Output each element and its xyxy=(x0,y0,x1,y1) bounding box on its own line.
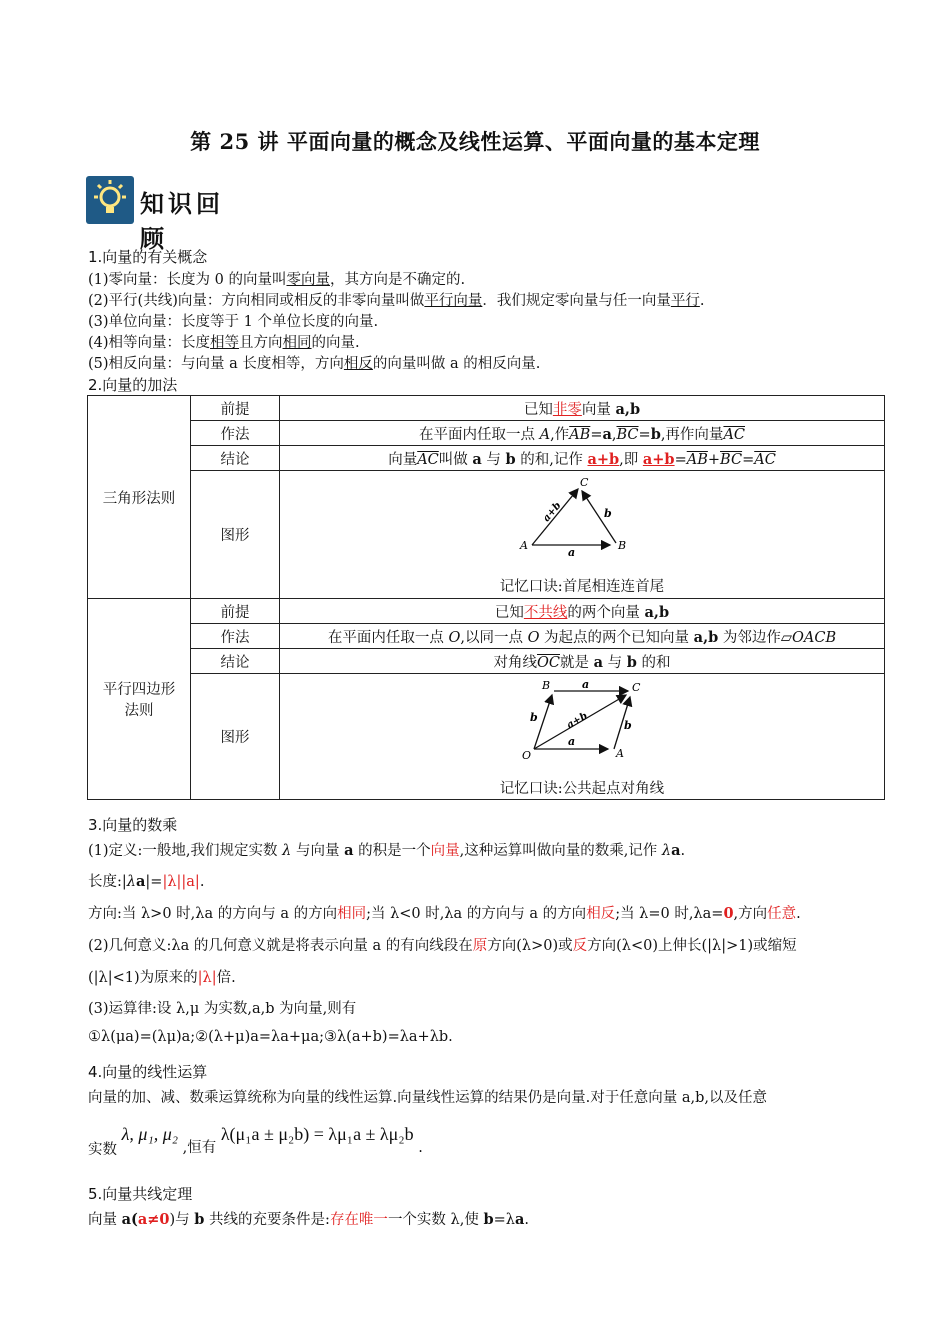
s1-line-5: (5)相反向量：与向量 a 长度相等，方向相反的向量叫做 a 的相反向量. xyxy=(88,356,541,372)
s3-definition: (1)定义:一般地,我们规定实数 λ 与向量 a 的积是一个向量,这种运算叫做向量的数乘,记作 λa. xyxy=(88,842,686,859)
s5-theorem: 向量 a(a≠0)与 b 共线的充要条件是:存在唯一一个实数 λ,使 b=λa. xyxy=(88,1211,529,1228)
tri-label-b: b xyxy=(604,507,612,520)
section-badge xyxy=(86,176,246,253)
tri-point-A: A xyxy=(520,539,528,552)
s1-line-4: (4)相等向量：长度相等且方向相同的向量. xyxy=(88,335,360,351)
s1-line-2: (2)平行(共线)向量：方向相同或相反的非零向量叫做平行向量．我们规定零向量与任一向量平行. xyxy=(88,293,705,309)
para-figure-cell xyxy=(280,674,885,800)
para-method: 在平面内任取一点 O,以同一点 O 为起点的两个已知向量 a,b 为邻边作▱OACB xyxy=(280,624,885,649)
para-point-A: A xyxy=(616,747,624,760)
tri-label-a: a xyxy=(568,546,576,559)
para-label-a-top: a xyxy=(582,678,590,691)
section-1-heading: 1.向量的有关概念 xyxy=(88,248,208,266)
section-3-heading: 3.向量的数乘 xyxy=(88,816,178,834)
para-method-label: 作法 xyxy=(191,624,280,649)
s3-geometry: (2)几何意义:λa 的几何意义就是将表示向量 a 的有向线段在原方向(λ>0)或反方向(λ<0)上伸长(|λ|>1)或缩短 xyxy=(88,938,797,954)
para-label-b-left: b xyxy=(530,711,538,724)
parallelogram-rule-label: 平行四边形法则 xyxy=(88,599,191,800)
parallelogram-diagram xyxy=(512,677,652,761)
s3-geometry-2: (|λ|<1)为原来的|λ|倍. xyxy=(88,970,236,986)
badge-label: 知识回顾 xyxy=(140,190,224,253)
para-point-C: C xyxy=(632,681,641,694)
tri-method-label: 作法 xyxy=(191,421,280,446)
tri-premise: 已知非零向量 a,b xyxy=(280,396,885,421)
section-2-heading: 2.向量的加法 xyxy=(88,376,178,394)
s3-length: 长度:|λa|=|λ||a|. xyxy=(88,873,205,890)
para-figure-label: 图形 xyxy=(191,674,280,800)
addition-table xyxy=(87,395,885,800)
s1-line-1: (1)零向量：长度为 0 的向量叫零向量，其方向是不确定的. xyxy=(88,272,466,288)
para-point-B: B xyxy=(542,679,551,692)
s1-line-3: (3)单位向量：长度等于 1 个单位长度的向量. xyxy=(88,314,379,330)
s4-formula-line: 实数 λ, μ₁, μ₂ ,恒有 λ(μ₁a ± μ₂b) = λμ₁a ± λμ₂b . xyxy=(88,1124,423,1158)
para-conclusion-label: 结论 xyxy=(191,649,280,674)
tri-point-B: B xyxy=(618,539,627,552)
para-label-b-right: b xyxy=(624,719,632,732)
tri-mnemonic: 记忆口诀:首尾相连连首尾 xyxy=(499,579,665,595)
tri-conclusion-label: 结论 xyxy=(191,446,280,471)
s3-laws: (3)运算律:设 λ,μ 为实数,a,b 为向量,则有 xyxy=(88,1001,357,1017)
s3-direction: 方向:当 λ>0 时,λa 的方向与 a 的方向相同;当 λ<0 时,λa 的方向与 a 的方向相反;当 λ=0 时,λa=0,方向任意. xyxy=(88,905,801,922)
s4-paragraph: 向量的加、减、数乘运算统称为向量的线性运算.向量线性运算的结果仍是向量.对于任意向量 a,b,以及任意 xyxy=(88,1090,767,1106)
para-conclusion: 对角线$\overline{OC}$就是 a 与 b 的和 xyxy=(280,649,885,674)
s3-laws-2: ①λ(μa)=(λμ)a;②(λ+μ)a=λa+μa;③λ(a+b)=λa+λb. xyxy=(88,1029,453,1045)
tri-point-C: C xyxy=(580,476,589,489)
lightbulb-icon xyxy=(86,176,134,224)
para-mnemonic: 记忆口诀:公共起点对角线 xyxy=(499,781,665,797)
para-label-a-bottom: a xyxy=(568,735,576,748)
tri-label-ab: a+b xyxy=(541,500,564,525)
para-premise-label: 前提 xyxy=(191,599,280,624)
tri-figure-cell xyxy=(280,471,885,599)
tri-conclusion: 向量$\overline{AC}$叫做 a 与 b 的和,记作 a+b,即 $a+b=\overline{AB}+\overline{BC}=\overline{AC}$ xyxy=(280,446,885,471)
triangle-rule-label: 三角形法则 xyxy=(88,396,191,599)
page-title: 第 25 讲 平面向量的概念及线性运算、平面向量的基本定理 xyxy=(190,129,760,154)
triangle-diagram xyxy=(512,475,652,559)
tri-premise-label: 前提 xyxy=(191,396,280,421)
para-premise: 已知不共线的两个向量 a,b xyxy=(280,599,885,624)
tri-figure-label: 图形 xyxy=(191,471,280,599)
section-5-heading: 5.向量共线定理 xyxy=(88,1185,193,1203)
para-point-O: O xyxy=(522,749,532,761)
tri-method: 在平面内任取一点 A,作$\overline{AB}=a,\overline{BC}=b$,再作向量$\overline{AC}$ xyxy=(280,421,885,446)
section-4-heading: 4.向量的线性运算 xyxy=(88,1063,208,1081)
para-label-ab: a+b xyxy=(565,710,590,732)
